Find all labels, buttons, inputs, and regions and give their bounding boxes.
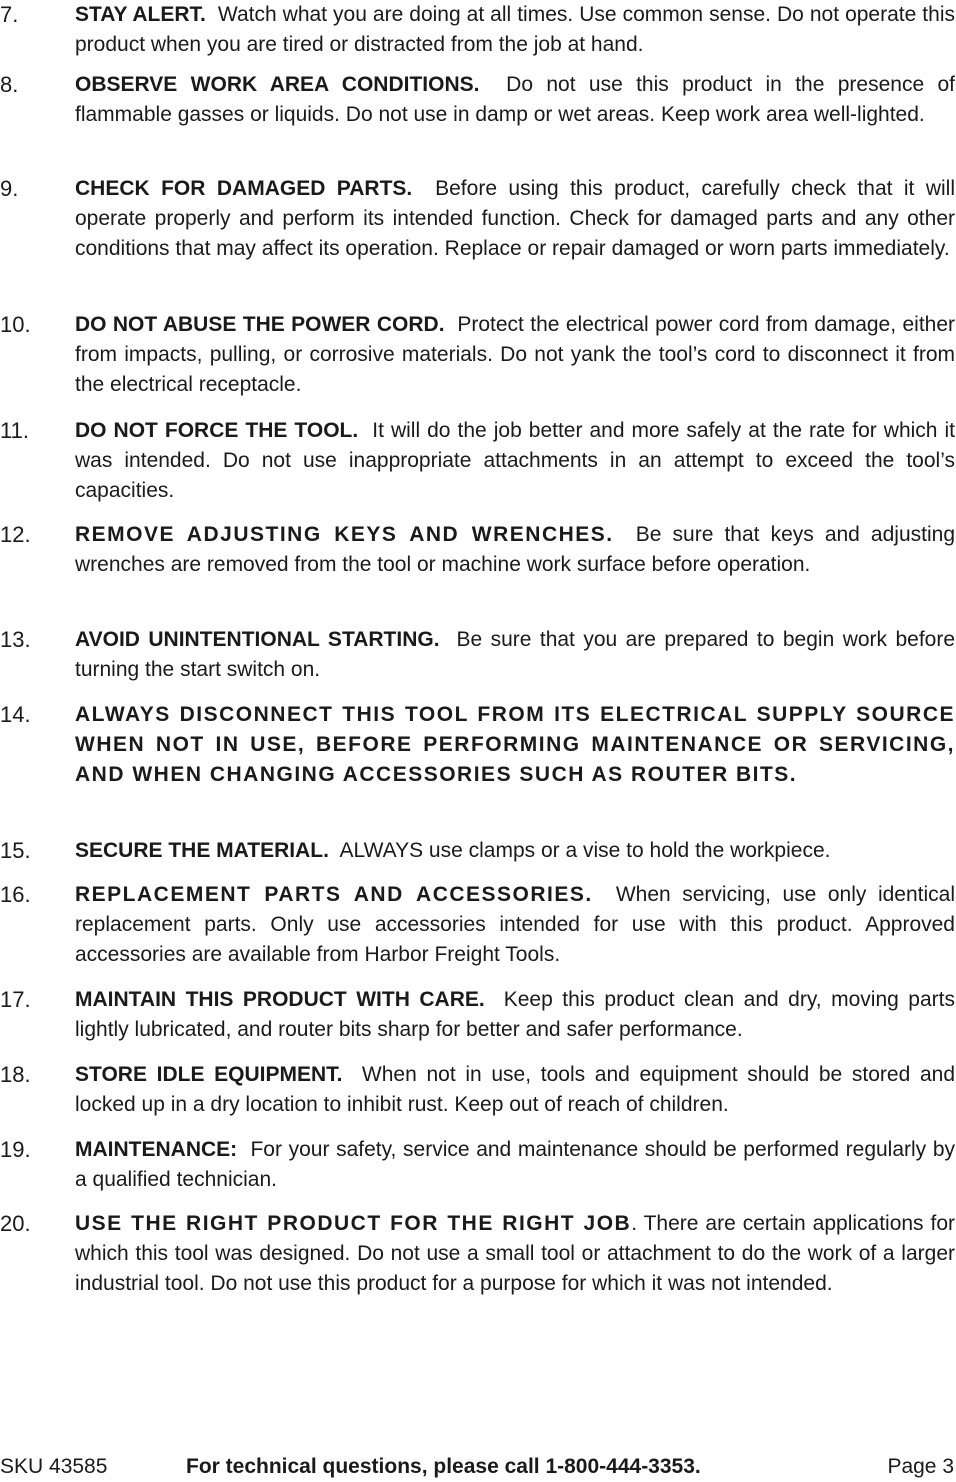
item-number: 7. (0, 2, 19, 27)
item-text: Do not use this product in the presence of flammable gasses or liquids. Do not use in damp or wet areas. Keep work area well-lighted. (75, 73, 955, 126)
item-heading: ALWAYS DISCONNECT THIS TOOL FROM ITS ELECTRICAL SUPPLY SOURCE WHEN NOT IN USE, BEFORE PERFORMING MAINTENANCE OR SERVICING, AND WHEN CHANGING ACCESSORIES SUCH AS ROUTER BITS. (75, 703, 955, 786)
item-body (75, 700, 955, 790)
item-number: 19. (0, 1137, 31, 1162)
tech-support-line: For technical questions, please call 1-800-444-3353. (186, 1455, 701, 1478)
page-footer (0, 1452, 956, 1482)
item-text: Watch what you are doing at all times. Use common sense. Do not operate this product when you are tired or distracted from the job at hand. (75, 3, 955, 56)
item-heading: REPLACEMENT PARTS AND ACCESSORIES. (75, 883, 593, 906)
item-text: Keep this product clean and dry, moving parts lightly lubricated, and router bits sharp for better and safer performance. (75, 988, 955, 1041)
item-text: ALWAYS use clamps or a vise to hold the workpiece. (339, 839, 831, 862)
item-heading: SECURE THE MATERIAL. (75, 839, 329, 862)
item-body (75, 836, 955, 866)
item-text: Be sure that you are prepared to begin work before turning the start switch on. (75, 628, 956, 681)
item-heading: MAINTENANCE: (75, 1138, 238, 1161)
item-number: 9. (0, 176, 19, 201)
item-body (75, 985, 955, 1045)
item-text: It will do the job better and more safely at the rate for which it was intended. Do not use inappropriate attachments in an attempt to exceed the tool’s capacities. (75, 419, 955, 502)
item-heading: STORE IDLE EQUIPMENT. (75, 1063, 343, 1086)
item-heading: CHECK FOR DAMAGED PARTS. (75, 177, 413, 200)
item-text: For your safety, service and maintenance should be performed regularly by a qualified technician. (75, 1138, 956, 1191)
item-text: Protect the electrical power cord from damage, either from impacts, pulling, or corrosive materials. Do not yank the tool’s cord to disconnect it from the electrical receptacle. (75, 313, 955, 396)
item-text: When not in use, tools and equipment should be stored and locked up in a dry location to inhibit rust. Keep out of reach of children. (75, 1063, 956, 1116)
item-heading: OBSERVE WORK AREA CONDITIONS. (75, 73, 480, 96)
item-body (75, 174, 955, 264)
item-heading: AVOID UNINTENTIONAL STARTING. (75, 628, 440, 651)
item-body (75, 625, 955, 685)
item-number: 18. (0, 1062, 31, 1087)
sku-number: SKU 43585 (0, 1455, 108, 1478)
item-heading: DO NOT ABUSE THE POWER CORD. (75, 313, 445, 336)
item-body (75, 310, 955, 400)
item-heading: MAINTAIN THIS PRODUCT WITH CARE. (75, 988, 485, 1011)
item-number: 11. (0, 418, 29, 443)
item-body (75, 1209, 955, 1299)
item-body (75, 70, 955, 130)
item-number: 8. (0, 72, 19, 97)
item-heading: USE THE RIGHT PRODUCT FOR THE RIGHT JOB (75, 1212, 632, 1235)
item-number: 14. (0, 702, 31, 727)
item-number: 12. (0, 522, 31, 547)
item-body (75, 416, 955, 506)
item-number: 16. (0, 882, 31, 907)
item-heading: REMOVE ADJUSTING KEYS AND WRENCHES. (75, 523, 614, 546)
item-number: 15. (0, 838, 31, 863)
item-heading: STAY ALERT. (75, 3, 206, 26)
item-text: When servicing, use only identical replacement parts. Only use accessories intended for use with this product. Approved accessories are available from Harbor Freight Tools. (75, 883, 955, 966)
item-number: 10. (0, 312, 31, 337)
item-number: 13. (0, 627, 31, 652)
item-text: . There are certain applications for which this tool was designed. Do not use a small tool or attachment to do the work of a larger industrial tool. Do not use this product for a purpose for which it was not intended. (75, 1212, 956, 1295)
item-body (75, 1135, 955, 1195)
item-text: Be sure that keys and adjusting wrenches are removed from the tool or machine work surface before operation. (75, 523, 955, 576)
item-heading: DO NOT FORCE THE TOOL. (75, 419, 359, 442)
item-body (75, 1060, 955, 1120)
item-number: 20. (0, 1211, 31, 1236)
item-text: Before using this product, carefully check that it will operate properly and perform its intended function. Check for damaged parts and any other conditions that may affect its operation. Replace or repair damaged or worn parts immediately. (75, 177, 955, 260)
page-number: Page 3 (887, 1455, 954, 1478)
item-number: 17. (0, 987, 31, 1012)
item-body (75, 0, 955, 60)
item-body (75, 880, 955, 970)
item-body (75, 520, 955, 580)
